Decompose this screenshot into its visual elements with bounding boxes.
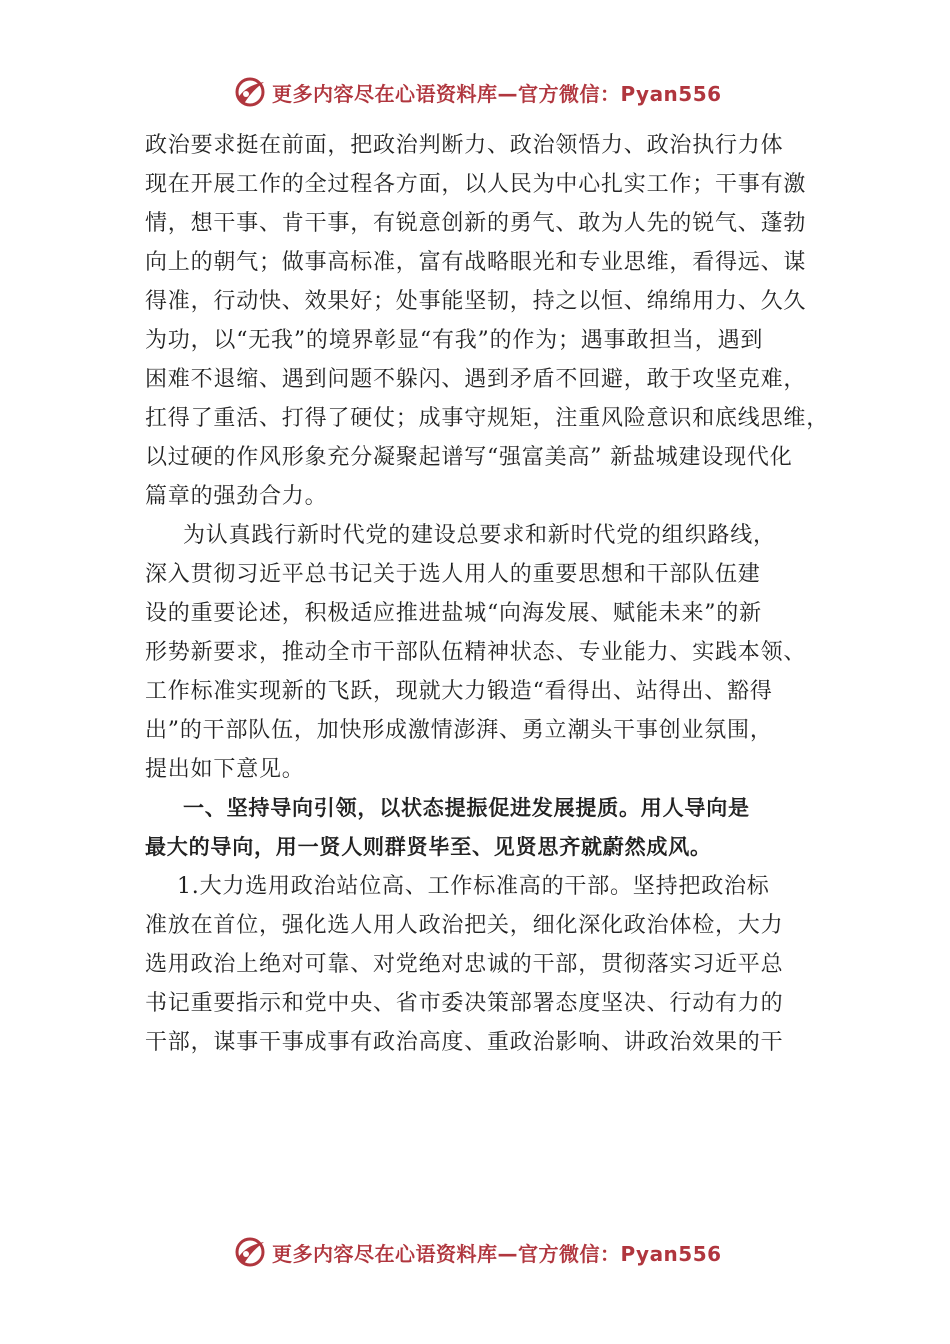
text-line: 干部，谋事干事成事有政治高度、重政治影响、讲政治效果的干 [145, 1030, 784, 1055]
section-heading-1 [145, 789, 835, 867]
document-body [145, 126, 835, 1062]
text-line: 形势新要求，推动全市干部队伍精神状态、专业能力、实践本领、 [145, 640, 807, 665]
text-line: 扛得了重活、打得了硬仗；成事守规矩，注重风险意识和底线思维， [145, 406, 830, 431]
brand-logo-icon [232, 74, 268, 110]
text-line: 为认真践行新时代党的建设总要求和新时代党的组织路线， [183, 523, 776, 548]
text-line: 选用政治上绝对可靠、对党绝对忠诚的干部，贯彻落实习近平总 [145, 952, 784, 977]
paragraph-4 [145, 867, 835, 1062]
text-line: 准放在首位，强化选人用人政治把关，细化深化政治体检，大力 [145, 913, 784, 938]
text-line: 为功，以“无我”的境界彰显“有我”的作为；遇事敢担当，遇到 [145, 328, 764, 353]
text-line: 向上的朝气；做事高标准，富有战略眼光和专业思维，看得远、谋 [145, 250, 807, 275]
brand-logo-icon [232, 1234, 268, 1270]
text-line: 得准，行动快、效果好；处事能坚韧，持之以恒、绵绵用力、久久 [145, 289, 807, 314]
text-line: 篇章的强劲合力。 [145, 484, 328, 509]
text-line: 政治要求挺在前面，把政治判断力、政治领悟力、政治执行力体 [145, 133, 784, 158]
text-line: 书记重要指示和党中央、省市委决策部署态度坚决、行动有力的 [145, 991, 784, 1016]
heading-line: 最大的导向，用一贤人则群贤毕至、见贤思齐就蔚然成风。 [145, 835, 712, 859]
text-line: 以过硬的作风形象充分凝聚起谱写“强富美高” 新盐城建设现代化 [145, 445, 793, 470]
paragraph-1 [145, 126, 835, 516]
footer-watermark-text: 更多内容尽在心语资料库—官方微信：Pyan556 [272, 1241, 722, 1266]
heading-line: 一、坚持导向引领，以状态提振促进发展提质。用人导向是 [183, 796, 750, 820]
text-line: 提出如下意见。 [145, 757, 305, 782]
paragraph-2 [145, 516, 835, 789]
text-line: 设的重要论述，积极适应推进盐城“向海发展、赋能未来”的新 [145, 601, 762, 626]
footer-watermark-banner [232, 1232, 722, 1272]
text-line: 深入贯彻习近平总书记关于选人用人的重要思想和干部队伍建 [145, 562, 761, 587]
text-line: 工作标准实现新的飞跃，现就大力锻造“看得出、站得出、豁得 [145, 679, 773, 704]
header-watermark-text: 更多内容尽在心语资料库—官方微信：Pyan556 [272, 81, 722, 106]
text-line: 困难不退缩、遇到问题不躲闪、遇到矛盾不回避，敢于攻坚克难， [145, 367, 807, 392]
header-watermark-banner [232, 72, 722, 112]
text-line: 出”的干部队伍，加快形成激情澎湃、勇立潮头干事创业氛围， [145, 718, 773, 743]
text-line: 情，想干事、肯干事，有锐意创新的勇气、敢为人先的锐气、蓬勃 [145, 211, 807, 236]
text-line: 1.大力选用政治站位高、工作标准高的干部。坚持把政治标 [177, 874, 770, 899]
text-line: 现在开展工作的全过程各方面，以人民为中心扎实工作；干事有激 [145, 172, 807, 197]
